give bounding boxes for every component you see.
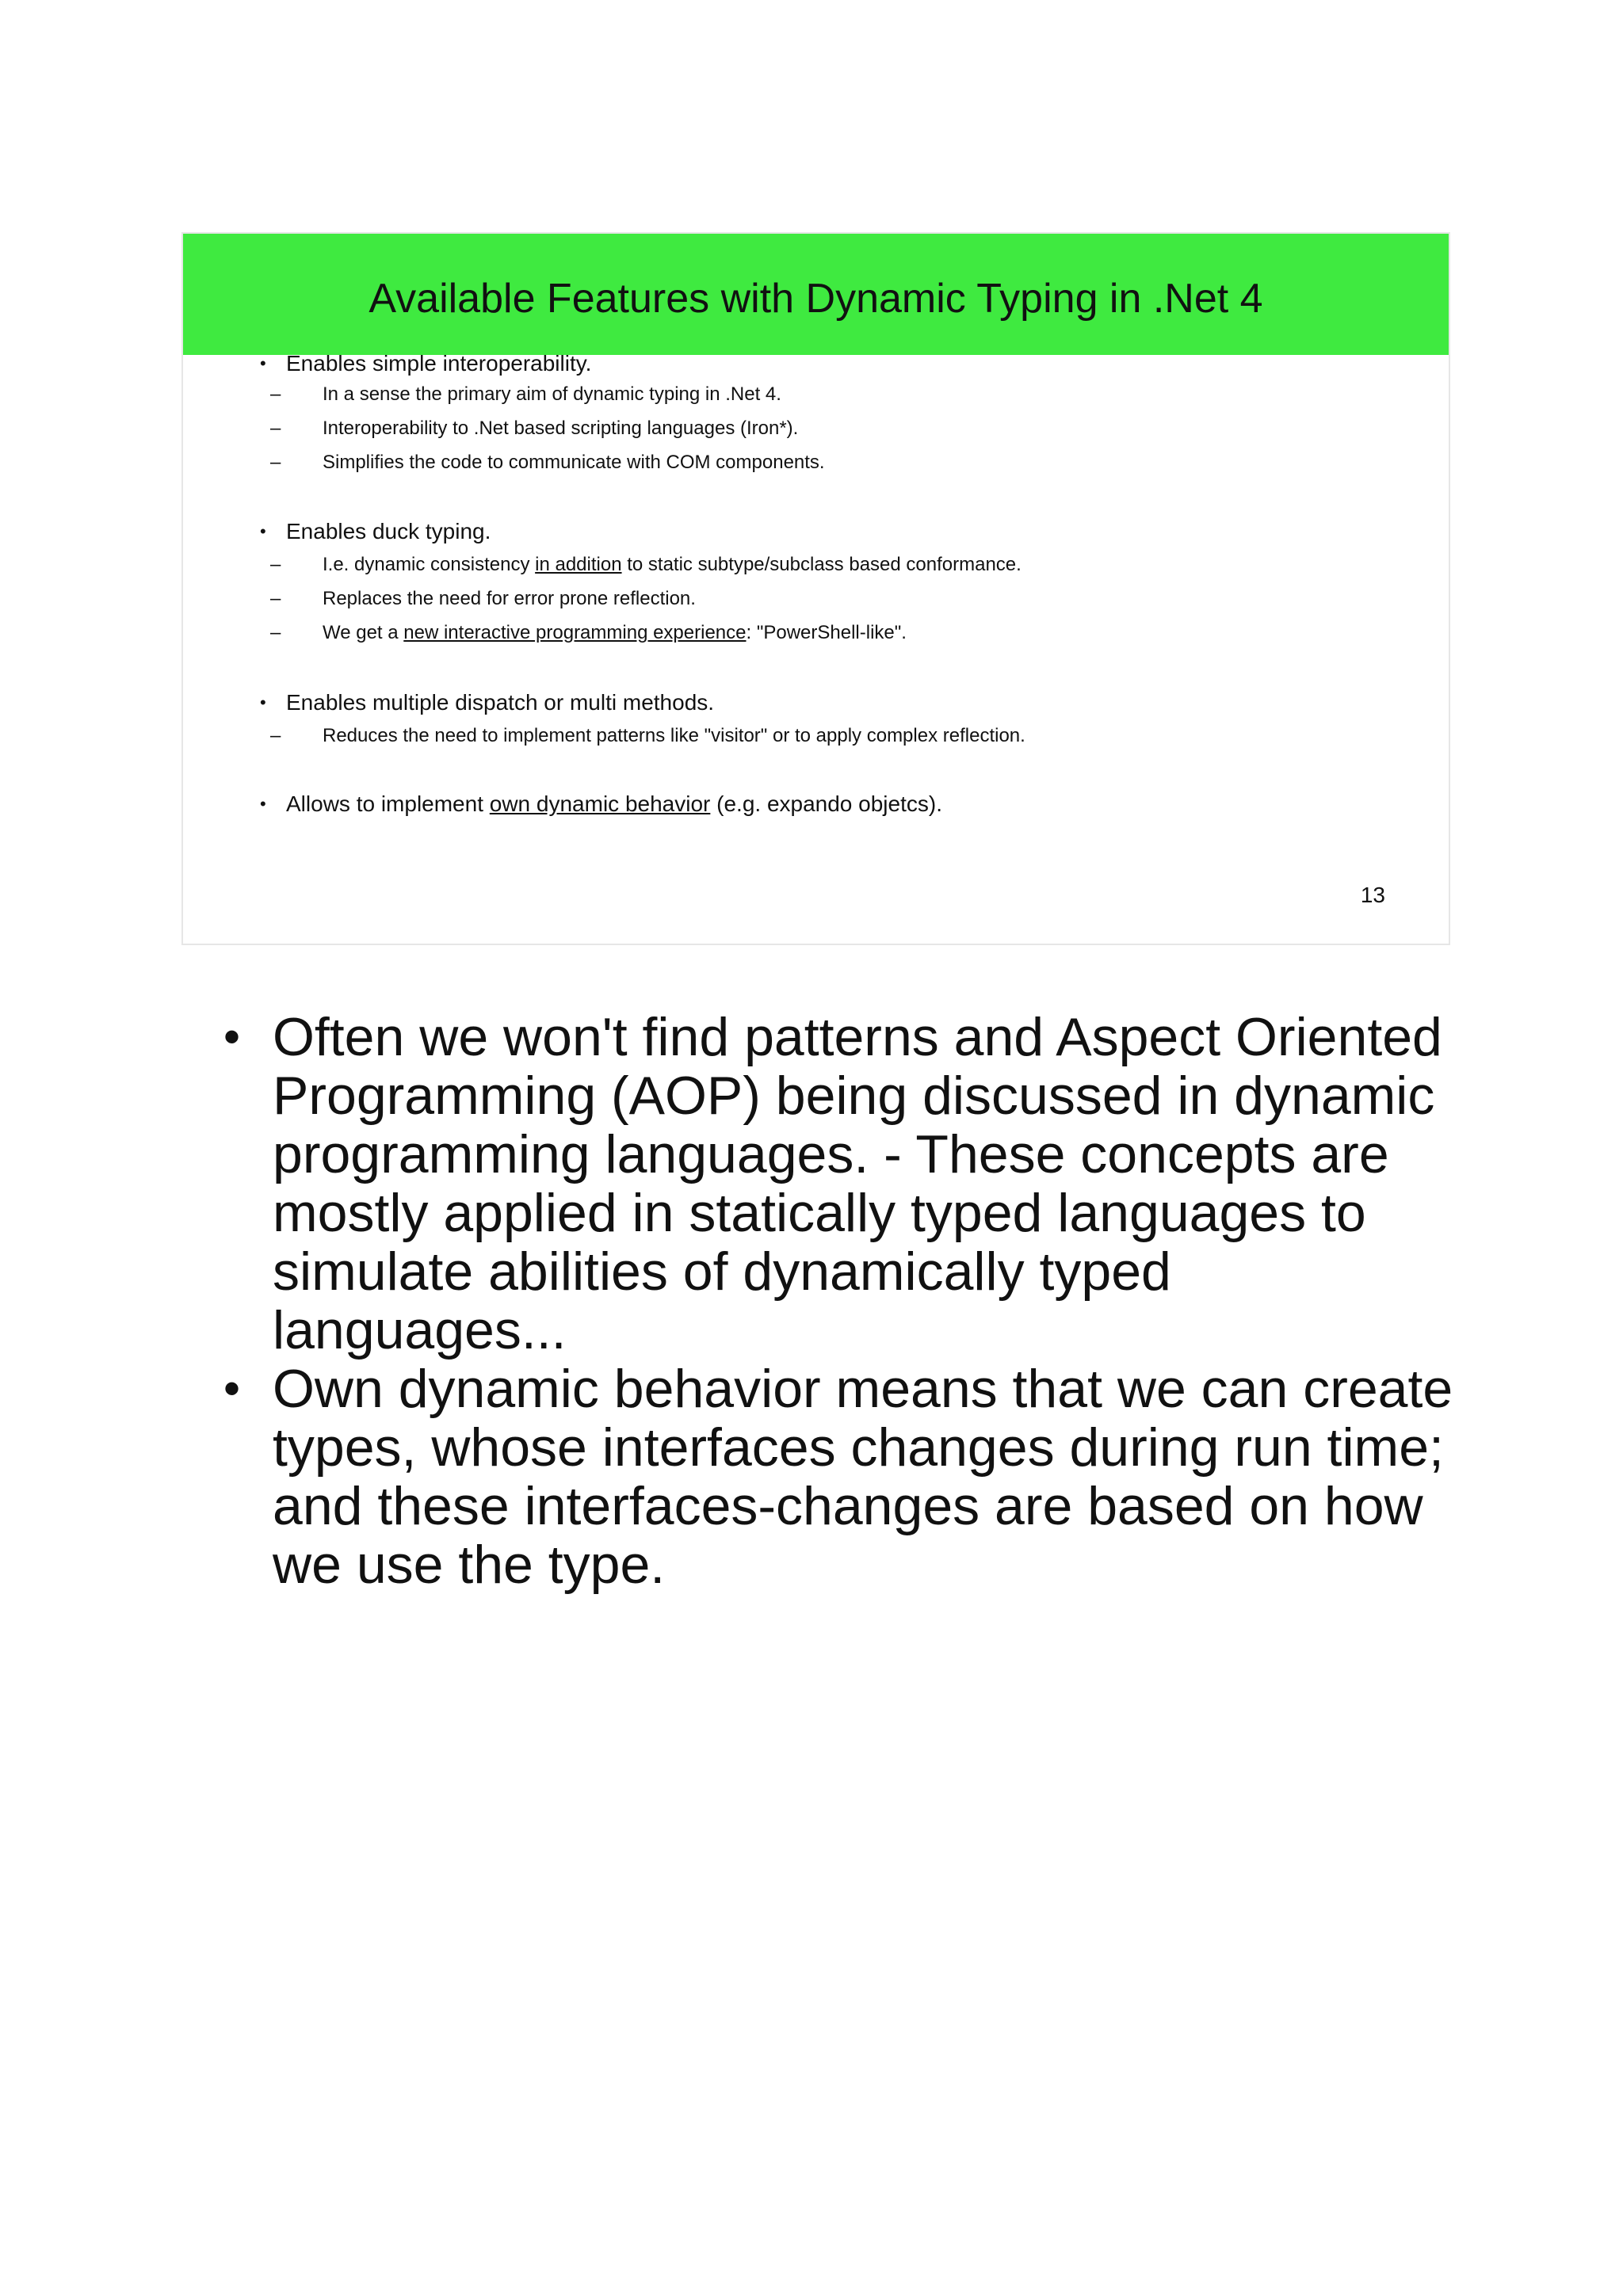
dash-icon: –	[270, 554, 281, 575]
sub-bullet-text	[323, 553, 1022, 577]
bullet-icon: •	[260, 794, 266, 814]
bullet-icon: •	[260, 353, 266, 373]
bullet-text: Enables duck typing.	[286, 519, 491, 543]
text-segment: I.e. dynamic consistency	[323, 554, 536, 575]
note-item	[223, 1008, 1460, 1360]
bullet-text	[286, 791, 942, 818]
note-text: Often we won't find patterns and Aspect Oriented Programming (AOP) being discussed in dynamic programming languages. - These concepts are mostly applied in statically typed languages to simulate abilities of dynamically typed languages...	[273, 1007, 1442, 1360]
sub-bullet-text: Reduces the need to implement patterns like "visitor" or to apply complex reflection.	[323, 725, 1025, 746]
dash-icon: –	[270, 622, 281, 643]
bullet-icon: •	[223, 1010, 241, 1063]
sub-bullet-text: In a sense the primary aim of dynamic typing in .Net 4.	[323, 383, 781, 405]
sub-bullet-text: Simplifies the code to communicate with COM components.	[323, 452, 825, 473]
text-segment: We get a	[323, 622, 404, 643]
dash-icon: –	[270, 452, 281, 473]
text-segment: (e.g. expando objetcs).	[710, 791, 942, 816]
dash-icon: –	[270, 383, 281, 405]
sub-bullet-text	[323, 621, 907, 645]
underlined-link[interactable]: own dynamic behavior	[489, 791, 711, 816]
sub-bullet-text: Replaces the need for error prone reflection.	[323, 588, 696, 609]
text-segment: Allows to implement	[286, 791, 490, 816]
underlined-link[interactable]: in addition	[535, 554, 622, 575]
note-item	[223, 1360, 1460, 1594]
note-text: Own dynamic behavior means that we can create types, whose interfaces changes during run time; and these interfaces-changes are based on how we use the type.	[273, 1359, 1453, 1595]
speaker-notes	[223, 1008, 1460, 1594]
dash-icon: –	[270, 418, 281, 439]
text-segment: to static subtype/subclass based conformance.	[621, 554, 1022, 575]
dash-icon: –	[270, 588, 281, 609]
bullet-icon: •	[260, 692, 266, 712]
bullet-icon: •	[260, 521, 266, 541]
slide	[181, 232, 1450, 945]
slide-title: Available Features with Dynamic Typing in .Net 4	[369, 276, 1263, 322]
text-segment: : "PowerShell-like".	[746, 622, 907, 643]
bullet-text: Enables multiple dispatch or multi methods.	[286, 690, 715, 715]
bullet-icon: •	[223, 1362, 241, 1415]
slide-page-number: 13	[1360, 883, 1385, 907]
sub-bullet-text: Interoperability to .Net based scripting languages (Iron*).	[323, 418, 799, 439]
slide-header	[183, 234, 1449, 355]
bullet-text: Enables simple interoperability.	[286, 351, 592, 376]
underlined-link[interactable]: new interactive programming experience	[403, 622, 747, 643]
dash-icon: –	[270, 725, 281, 746]
